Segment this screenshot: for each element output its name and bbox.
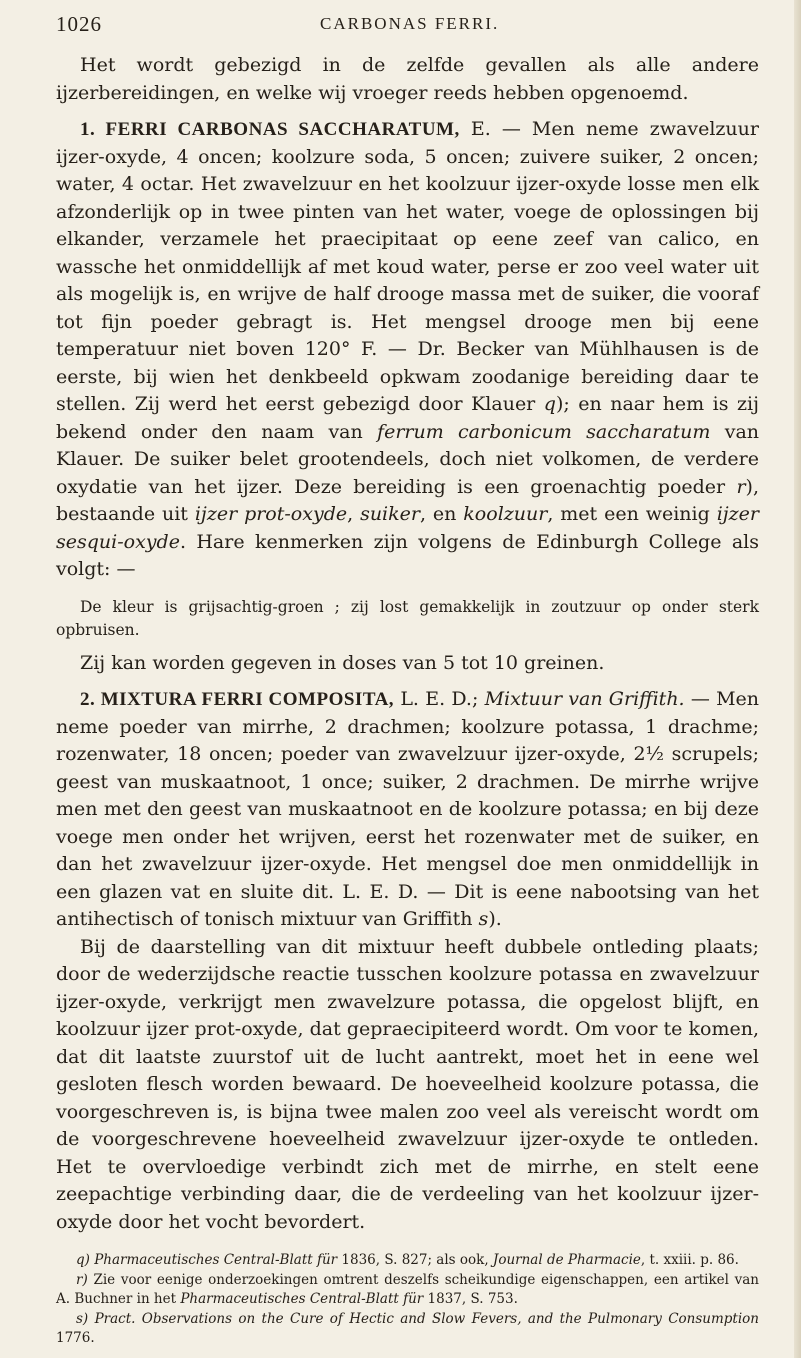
intro-paragraph: Het wordt gebezigd in de zelfde gevallen als alle andere ijzerbereidingen, en welke wij vroeger reeds hebben opgenoemd. bbox=[56, 54, 759, 104]
ingredient-term: suiker bbox=[360, 503, 420, 525]
section-1-paragraph bbox=[56, 116, 759, 584]
section-2-source-title: Mixtuur van Griffith. bbox=[484, 688, 685, 710]
footnote-marker: r) bbox=[76, 1271, 88, 1288]
footnote-ref-s: s bbox=[478, 908, 489, 930]
page-edge-shadow bbox=[794, 0, 801, 1358]
running-head bbox=[56, 12, 759, 46]
running-title: CARBONAS FERRI. bbox=[320, 14, 500, 33]
ingredient-term: ijzer sesqui-oxyde bbox=[56, 503, 759, 553]
latin-name: ferrum carbonicum saccharatum bbox=[377, 420, 711, 443]
footnote-source-title: Journal de Pharmacie bbox=[492, 1252, 641, 1268]
ingredient-term: ijzer prot-oxyde bbox=[194, 503, 348, 525]
section-1-text-part: van Klauer. De suiker belet grootendeels, doch niet volkomen, de verdere oxydatie van het ijzer. Deze bereiding is een groenachtig poeder bbox=[56, 420, 760, 498]
footnote-text-part: 1776. bbox=[56, 1330, 95, 1346]
section-1-text-part: . Hare kenmerken zijn volgens de Edinburgh College als volgt: — bbox=[56, 530, 759, 580]
footnote-text-part: , t. xxiii. p. 86. bbox=[640, 1252, 739, 1268]
section-2-text-part: ). bbox=[488, 908, 502, 930]
section-2-second-paragraph: Bij de daarstelling van dit mixtuur heeft dubbele ontleding plaats; door de wederzijdsche reactie tusschen koolzure potassa en zwavelzuur ijzer-oxyde, verkrijgt men zwavelzure potassa, die opgelost blijft, en koolzuur ijzer prot-oxyde, dat gepraecipiteerd wordt. Om voor te komen, dat dit laatste zuurstof uit de lucht aantrekt, moet het in eene wel gesloten flesch worden bewaard. De hoeveelheid koolzure potassa, die voorgeschreven is, is bijna twee malen zoo veel als vereischt wordt om de voorgeschrevene hoeveelheid zwavelzuur ijzer-oxyde te ontleden. Het te overvloedige verbindt zich met de mirrhe, en stelt eene zeepachtige verbinding daar, die de verdeeling van het koolzuur ijzer-oxyde door het vocht bevordert. bbox=[56, 935, 759, 1233]
separator: , bbox=[347, 503, 361, 525]
footnote-source-title: Pract. Observations on the Cure of Hectic and Slow Fevers, and the Pulmonary Consumption bbox=[94, 1310, 759, 1327]
page-number: 1026 bbox=[56, 12, 102, 36]
small-print-note: De kleur is grijsachtig-groen ; zij lost gemakkelijk in zoutzuur op onder sterk opbruisen. bbox=[56, 597, 759, 639]
section-2-source: L. E. D.; bbox=[400, 688, 485, 710]
footnotes bbox=[56, 1251, 759, 1349]
footnote-text-part: Zie voor eenige onderzoekingen omtrent deszelfs scheikundige eigenschappen, een artikel van A. Buchner in het bbox=[56, 1271, 759, 1307]
section-2-heading: 2. MIXTURA FERRI COMPOSITA, bbox=[80, 689, 395, 710]
footnote-source-title: Pharmaceutisches Central-Blatt für bbox=[94, 1252, 338, 1268]
footnote-ref-r: r bbox=[736, 475, 746, 498]
footnote-marker: q) bbox=[76, 1252, 90, 1268]
footnote-r bbox=[56, 1271, 759, 1310]
footnote-q bbox=[56, 1251, 759, 1271]
footnote-text-part: 1837, S. 753. bbox=[423, 1291, 518, 1307]
section-1-text-part: , met een weinig bbox=[547, 503, 717, 525]
ingredient-term: koolzuur bbox=[463, 503, 548, 525]
section-1-text-part: ); en naar hem is zij bekend onder den naam van bbox=[56, 393, 759, 443]
footnote-source-title: Pharmaceutisches Central-Blatt für bbox=[180, 1291, 424, 1307]
section-1-text-part: E. — Men neme zwavelzuur ijzer-oxyde, 4 oncen; koolzure soda, 5 oncen; zuivere suiker, 2 oncen; water, 4 octar. Het zwavelzuur en het koolzuur ijzer-oxyde losse men elk afzonderlijk op in twee pinten van het water, voege de oplossingen bij elkander, verzamele het praecipitaat op eene zeef van calico, en wassche het onmiddellijk af met koud water, perse er zoo veel water uit als mogelijk is, en wrijve de half drooge massa met de suiker, die vooraf tot fijn poeder gebragt is. Het mengsel drooge men bij eene temperatuur niet boven 120° F. — Dr. Becker van Mühlhausen is de eerste, bij wien het denkbeeld opkwam zoodanige bereiding daar te stellen. Zij werd het eerst gebezigd door Klauer bbox=[56, 118, 759, 415]
section-1-heading: 1. FERRI CARBONAS SACCHARATUM, bbox=[80, 119, 460, 140]
footnote-s bbox=[56, 1310, 759, 1349]
section-2-paragraph bbox=[56, 686, 759, 934]
footnote-text-part: 1836, S. 827; als ook, bbox=[337, 1252, 493, 1268]
footnote-marker: s) bbox=[76, 1310, 89, 1327]
dose-paragraph: Zij kan worden gegeven in doses van 5 tot 10 greinen. bbox=[80, 651, 605, 674]
separator: , en bbox=[419, 503, 464, 525]
section-2-text-part: — Men neme poeder van mirrhe, 2 drachmen; koolzure potassa, 1 drachme; rozenwater, 18 oncen; poeder van zwavelzuur ijzer-oxyde, 2½ scrupels; geest van muskaatnoot, 1 once; suiker, 2 drachmen. De mirrhe wrijve men met den geest van muskaatnoot en de koolzure potassa; en bij deze voege men onder het wrijven, eerst het rozenwater met de suiker, en dan het zwavelzuur ijzer-oxyde. Het mengsel doe men onmiddellijk in een glazen vat en sluite dit. L. E. D. — Dit is eene nabootsing van het antihectisch of tonisch mixtuur van Griffith bbox=[56, 688, 760, 930]
footnote-ref-q: q bbox=[543, 393, 556, 415]
section-1-text-part: ), bestaande uit bbox=[56, 475, 759, 525]
